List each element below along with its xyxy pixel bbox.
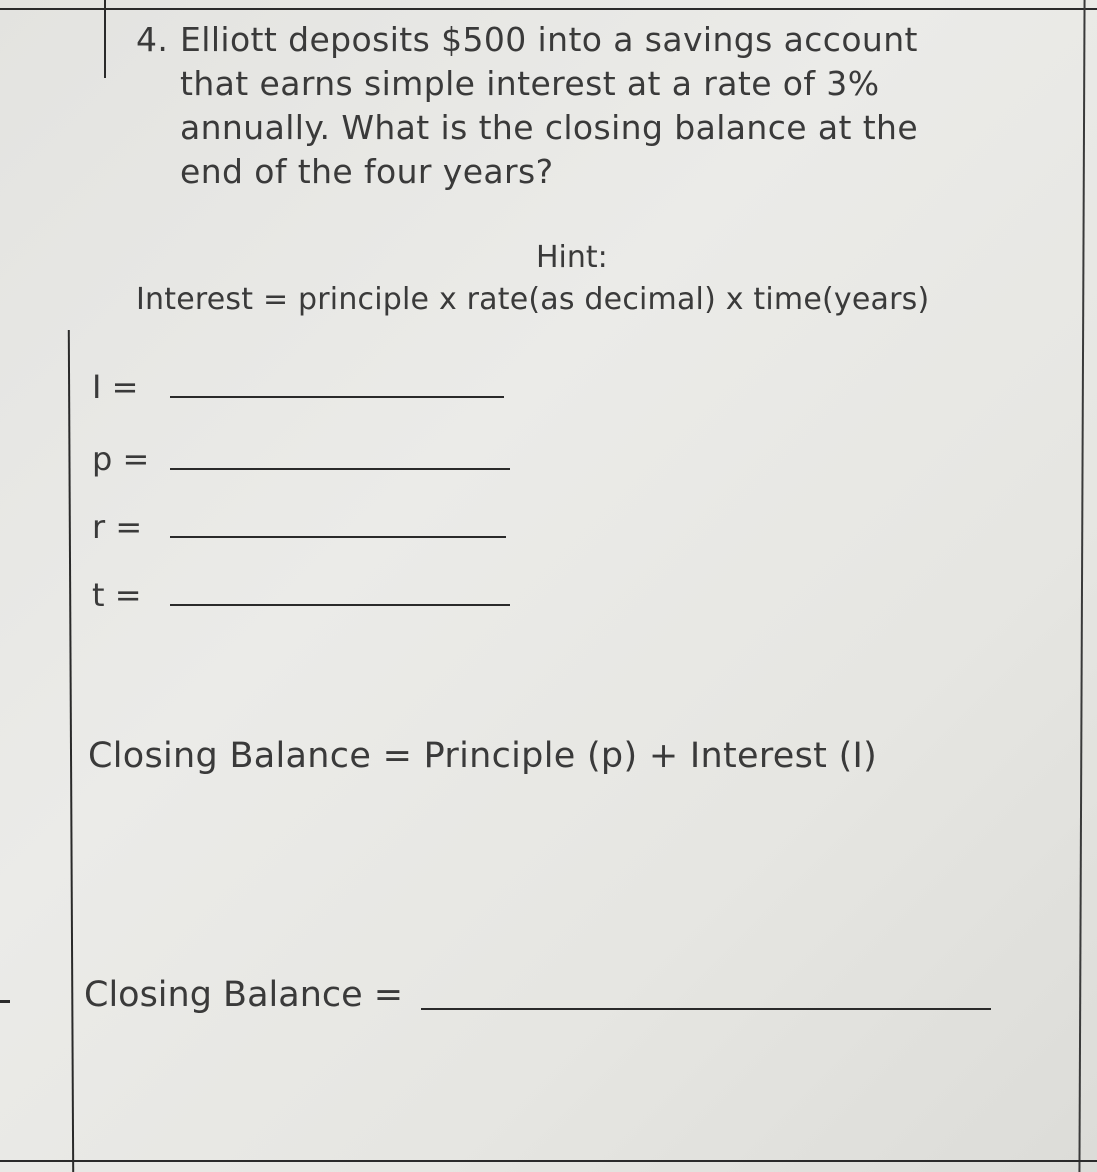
left-border-upper xyxy=(104,0,106,78)
variable-label: r = xyxy=(92,508,143,546)
variable-label: I = xyxy=(92,368,139,406)
top-border xyxy=(0,8,1097,10)
variable-row-time xyxy=(92,576,510,614)
hint-label: Hint: xyxy=(536,240,608,275)
question-block xyxy=(136,18,1036,194)
edge-mark xyxy=(0,1000,10,1003)
answer-blank[interactable] xyxy=(170,396,504,398)
variable-label: p = xyxy=(92,440,150,478)
question-number: 4. xyxy=(136,20,169,59)
closing-balance-label: Closing Balance = xyxy=(84,975,404,1015)
answer-blank[interactable] xyxy=(170,468,510,470)
bottom-border xyxy=(0,1160,1097,1162)
answer-blank[interactable] xyxy=(170,536,506,538)
left-border-lower xyxy=(68,330,74,1172)
variable-row-interest xyxy=(92,368,504,406)
variable-row-principle xyxy=(92,440,510,478)
question-text: Elliott deposits $500 into a savings account that earns simple interest at a rate of 3% annually. What is the closing balance at the end of the four years? xyxy=(180,20,919,191)
closing-balance-answer-row xyxy=(84,975,991,1015)
right-border xyxy=(1078,0,1085,1172)
variable-row-rate xyxy=(92,508,506,546)
hint-formula: Interest = principle x rate(as decimal) x time(years) xyxy=(136,282,930,317)
closing-balance-blank[interactable] xyxy=(421,1008,991,1010)
variable-label: t = xyxy=(92,576,142,614)
answer-blank[interactable] xyxy=(170,604,510,606)
closing-balance-formula: Closing Balance = Principle (p) + Interest (I) xyxy=(88,736,878,776)
